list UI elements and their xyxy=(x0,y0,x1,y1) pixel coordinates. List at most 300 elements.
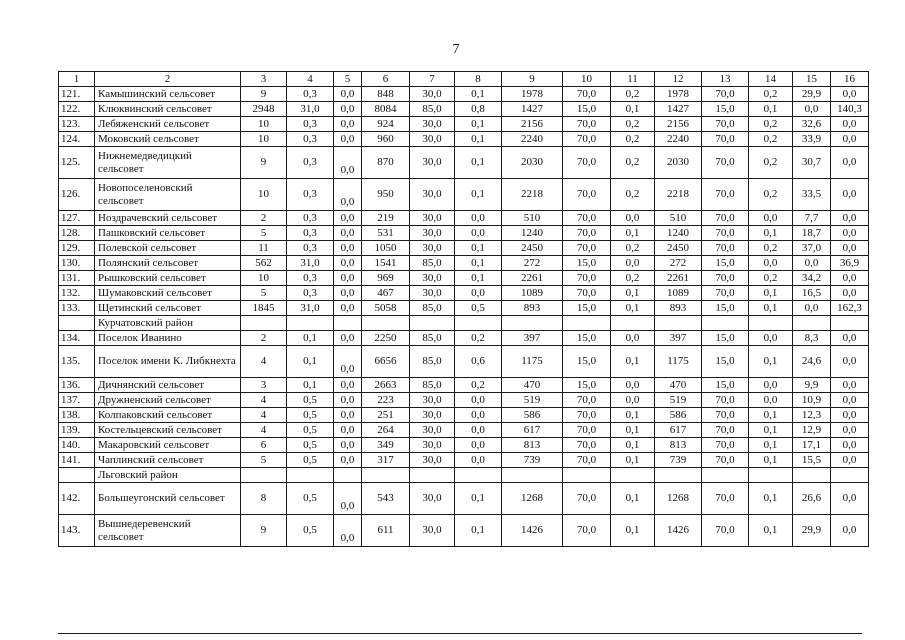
table-cell: 1541 xyxy=(362,256,410,271)
table-row xyxy=(59,102,869,117)
table-cell: 85,0 xyxy=(410,346,455,378)
table-cell: 30,0 xyxy=(410,515,455,547)
table-cell: 70,0 xyxy=(702,438,749,453)
table-cell: 0,0 xyxy=(455,393,502,408)
table-cell: 470 xyxy=(502,378,563,393)
table-cell: 0,0 xyxy=(334,453,362,468)
municipality-name-cell: Нижнемедведицкий сельсовет xyxy=(95,147,241,179)
table-cell: 0,1 xyxy=(455,241,502,256)
table-cell: 70,0 xyxy=(702,393,749,408)
table-cell: 0,0 xyxy=(831,393,869,408)
table-cell: 12,9 xyxy=(793,423,831,438)
table-cell: 70,0 xyxy=(563,226,611,241)
empty-cell xyxy=(749,316,793,331)
table-cell: 397 xyxy=(502,331,563,346)
table-cell: 30,0 xyxy=(410,393,455,408)
table-cell: 0,1 xyxy=(611,423,655,438)
table-cell: 0,3 xyxy=(287,271,334,286)
table-cell: 30,0 xyxy=(410,453,455,468)
empty-cell xyxy=(410,316,455,331)
municipality-name-cell: Ноздрачевский сельсовет xyxy=(95,211,241,226)
header-cell: 8 xyxy=(455,72,502,87)
table-cell: 2240 xyxy=(655,132,702,147)
header-cell: 15 xyxy=(793,72,831,87)
table-cell: 29,9 xyxy=(793,87,831,102)
table-cell: 1050 xyxy=(362,241,410,256)
table-row xyxy=(59,378,869,393)
table-cell: 0,0 xyxy=(334,132,362,147)
row-number-cell: 130. xyxy=(59,256,95,271)
table-cell: 813 xyxy=(655,438,702,453)
empty-cell xyxy=(563,316,611,331)
table-cell: 543 xyxy=(362,483,410,515)
table-cell: 37,0 xyxy=(793,241,831,256)
empty-cell xyxy=(655,316,702,331)
table-cell: 0,0 xyxy=(334,117,362,132)
empty-cell xyxy=(287,316,334,331)
table-cell: 349 xyxy=(362,438,410,453)
table-cell: 30,0 xyxy=(410,271,455,286)
table-cell: 0,0 xyxy=(831,132,869,147)
table-cell: 1175 xyxy=(655,346,702,378)
table-cell: 0,0 xyxy=(334,346,362,378)
table-cell: 1978 xyxy=(502,87,563,102)
table-cell: 0,0 xyxy=(831,423,869,438)
empty-cell xyxy=(334,316,362,331)
row-number-cell: 121. xyxy=(59,87,95,102)
table-cell: 0,0 xyxy=(334,423,362,438)
header-cell: 5 xyxy=(334,72,362,87)
table-cell: 5 xyxy=(241,286,287,301)
table-cell: 2261 xyxy=(655,271,702,286)
row-number-cell: 138. xyxy=(59,408,95,423)
header-cell: 4 xyxy=(287,72,334,87)
table-cell: 0,0 xyxy=(334,393,362,408)
table-cell: 0,0 xyxy=(831,271,869,286)
table-cell: 317 xyxy=(362,453,410,468)
section-row xyxy=(59,468,869,483)
empty-cell xyxy=(831,316,869,331)
empty-cell xyxy=(455,468,502,483)
table-cell: 33,5 xyxy=(793,179,831,211)
table-cell: 0,0 xyxy=(831,331,869,346)
table-cell: 30,0 xyxy=(410,226,455,241)
table-cell: 0,0 xyxy=(334,438,362,453)
empty-cell xyxy=(455,316,502,331)
municipality-name-cell: Дружненский сельсовет xyxy=(95,393,241,408)
municipality-name-cell: Моковский сельсовет xyxy=(95,132,241,147)
table-row xyxy=(59,117,869,132)
table-cell: 10 xyxy=(241,179,287,211)
table-cell: 0,0 xyxy=(831,378,869,393)
table-cell: 586 xyxy=(502,408,563,423)
table-cell: 15,0 xyxy=(702,346,749,378)
table-cell: 0,0 xyxy=(749,211,793,226)
table-cell: 611 xyxy=(362,515,410,547)
table-cell: 30,0 xyxy=(410,438,455,453)
empty-cell xyxy=(502,468,563,483)
table-cell: 70,0 xyxy=(563,393,611,408)
table-cell: 1089 xyxy=(502,286,563,301)
table-cell: 0,1 xyxy=(611,515,655,547)
table-cell: 18,7 xyxy=(793,226,831,241)
row-number-cell: 139. xyxy=(59,423,95,438)
municipality-name-cell: Полянский сельсовет xyxy=(95,256,241,271)
table-cell: 0,0 xyxy=(831,147,869,179)
table-cell: 12,3 xyxy=(793,408,831,423)
row-number-cell: 133. xyxy=(59,301,95,316)
municipality-name-cell: Вышнедеревенский сельсовет xyxy=(95,515,241,547)
row-number-cell: 141. xyxy=(59,453,95,468)
table-cell: 2 xyxy=(241,211,287,226)
table-cell: 0,5 xyxy=(287,483,334,515)
table-cell: 9 xyxy=(241,147,287,179)
table-cell: 0,0 xyxy=(334,286,362,301)
table-cell: 15,0 xyxy=(563,346,611,378)
table-cell: 0,0 xyxy=(831,211,869,226)
table-row xyxy=(59,423,869,438)
row-number-cell: 124. xyxy=(59,132,95,147)
table-cell: 0,5 xyxy=(287,453,334,468)
table-row xyxy=(59,211,869,226)
table-cell: 0,0 xyxy=(334,87,362,102)
section-label: Льговский район xyxy=(95,468,241,483)
table-cell: 0,1 xyxy=(611,483,655,515)
table-cell: 0,0 xyxy=(831,483,869,515)
municipality-name-cell: Поселок имени К. Либкнехта xyxy=(95,346,241,378)
table-cell: 85,0 xyxy=(410,331,455,346)
table-cell: 467 xyxy=(362,286,410,301)
table-cell: 7,7 xyxy=(793,211,831,226)
table-cell: 31,0 xyxy=(287,256,334,271)
table-cell: 70,0 xyxy=(702,179,749,211)
header-cell: 11 xyxy=(611,72,655,87)
table-cell: 0,2 xyxy=(611,147,655,179)
table-cell: 0,0 xyxy=(455,423,502,438)
table-cell: 0,1 xyxy=(611,453,655,468)
table-cell: 30,0 xyxy=(410,132,455,147)
table-cell: 586 xyxy=(655,408,702,423)
table-cell: 519 xyxy=(655,393,702,408)
municipality-name-cell: Лебяженский сельсовет xyxy=(95,117,241,132)
header-cell: 6 xyxy=(362,72,410,87)
table-cell: 848 xyxy=(362,87,410,102)
table-cell: 15,0 xyxy=(702,102,749,117)
header-cell: 14 xyxy=(749,72,793,87)
table-cell: 0,1 xyxy=(455,179,502,211)
table-cell: 969 xyxy=(362,271,410,286)
table-cell: 85,0 xyxy=(410,301,455,316)
table-cell: 0,2 xyxy=(749,241,793,256)
table-row xyxy=(59,301,869,316)
table-cell: 0,0 xyxy=(334,378,362,393)
table-cell: 70,0 xyxy=(563,147,611,179)
table-cell: 1240 xyxy=(655,226,702,241)
municipality-name-cell: Шумаковский сельсовет xyxy=(95,286,241,301)
row-number-cell: 132. xyxy=(59,286,95,301)
table-cell: 2156 xyxy=(655,117,702,132)
table-cell: 16,5 xyxy=(793,286,831,301)
table-cell: 70,0 xyxy=(563,438,611,453)
table-cell: 9 xyxy=(241,515,287,547)
empty-cell xyxy=(611,468,655,483)
table-cell: 223 xyxy=(362,393,410,408)
table-row xyxy=(59,286,869,301)
municipality-name-cell: Костельцевский сельсовет xyxy=(95,423,241,438)
row-number-cell: 122. xyxy=(59,102,95,117)
empty-cell xyxy=(702,468,749,483)
table-cell: 8,3 xyxy=(793,331,831,346)
table-cell: 2030 xyxy=(655,147,702,179)
table-cell: 0,1 xyxy=(287,346,334,378)
municipality-name-cell: Колпаковский сельсовет xyxy=(95,408,241,423)
table-cell: 34,2 xyxy=(793,271,831,286)
table-cell: 813 xyxy=(502,438,563,453)
row-number-cell: 126. xyxy=(59,179,95,211)
table-cell: 70,0 xyxy=(702,226,749,241)
table-cell: 0,1 xyxy=(611,301,655,316)
table-cell: 5 xyxy=(241,453,287,468)
empty-cell xyxy=(241,316,287,331)
table-cell: 0,0 xyxy=(334,102,362,117)
row-number-cell: 125. xyxy=(59,147,95,179)
table-cell: 15,5 xyxy=(793,453,831,468)
table-cell: 0,0 xyxy=(793,256,831,271)
header-cell: 1 xyxy=(59,72,95,87)
municipality-name-cell: Полевской сельсовет xyxy=(95,241,241,256)
table-cell: 272 xyxy=(655,256,702,271)
table-cell: 0,0 xyxy=(334,179,362,211)
table-cell: 9 xyxy=(241,87,287,102)
empty-cell xyxy=(611,316,655,331)
table-row xyxy=(59,453,869,468)
table-cell: 0,1 xyxy=(749,286,793,301)
table-cell: 924 xyxy=(362,117,410,132)
table-cell: 0,1 xyxy=(611,408,655,423)
table-cell: 0,1 xyxy=(749,423,793,438)
table-cell: 0,5 xyxy=(287,438,334,453)
table-cell: 2240 xyxy=(502,132,563,147)
row-number-cell: 142. xyxy=(59,483,95,515)
table-row xyxy=(59,226,869,241)
municipality-name-cell: Большеугонский сельсовет xyxy=(95,483,241,515)
table-cell: 0,0 xyxy=(793,102,831,117)
table-cell: 0,1 xyxy=(749,438,793,453)
header-cell: 13 xyxy=(702,72,749,87)
table-cell: 0,2 xyxy=(611,271,655,286)
table-cell: 0,0 xyxy=(831,241,869,256)
table-cell: 70,0 xyxy=(702,87,749,102)
table-cell: 0,1 xyxy=(455,147,502,179)
table-cell: 0,2 xyxy=(611,132,655,147)
table-cell: 2450 xyxy=(502,241,563,256)
table-cell: 0,0 xyxy=(611,378,655,393)
table-cell: 0,0 xyxy=(334,408,362,423)
table-cell: 70,0 xyxy=(702,147,749,179)
empty-cell xyxy=(749,468,793,483)
empty-cell xyxy=(793,316,831,331)
table-cell: 15,0 xyxy=(563,301,611,316)
row-number-cell: 127. xyxy=(59,211,95,226)
empty-cell xyxy=(831,468,869,483)
table-cell: 0,3 xyxy=(287,179,334,211)
table-cell: 30,0 xyxy=(410,423,455,438)
header-cell: 3 xyxy=(241,72,287,87)
bottom-rule xyxy=(58,633,862,634)
table-row xyxy=(59,408,869,423)
section-number-cell xyxy=(59,316,95,331)
table-cell: 0,2 xyxy=(749,87,793,102)
table-cell: 15,0 xyxy=(563,102,611,117)
table-cell: 0,0 xyxy=(831,87,869,102)
header-cell: 2 xyxy=(95,72,241,87)
table-cell: 0,3 xyxy=(287,87,334,102)
table-cell: 0,1 xyxy=(455,87,502,102)
table-cell: 0,0 xyxy=(749,331,793,346)
table-cell: 70,0 xyxy=(702,453,749,468)
table-cell: 9,9 xyxy=(793,378,831,393)
table-cell: 70,0 xyxy=(563,408,611,423)
table-cell: 0,3 xyxy=(287,211,334,226)
table-cell: 70,0 xyxy=(702,271,749,286)
header-cell: 10 xyxy=(563,72,611,87)
table-cell: 0,1 xyxy=(611,438,655,453)
table-row xyxy=(59,483,869,515)
header-row xyxy=(59,72,869,87)
table-cell: 85,0 xyxy=(410,256,455,271)
table-cell: 739 xyxy=(655,453,702,468)
table-cell: 2 xyxy=(241,331,287,346)
table-cell: 70,0 xyxy=(563,117,611,132)
table-cell: 70,0 xyxy=(563,423,611,438)
table-cell: 1240 xyxy=(502,226,563,241)
empty-cell xyxy=(702,316,749,331)
table-cell: 0,3 xyxy=(287,147,334,179)
table-cell: 0,1 xyxy=(749,346,793,378)
row-number-cell: 135. xyxy=(59,346,95,378)
table-cell: 0,0 xyxy=(749,256,793,271)
empty-cell xyxy=(362,468,410,483)
table-cell: 2030 xyxy=(502,147,563,179)
table-cell: 1268 xyxy=(502,483,563,515)
table-cell: 70,0 xyxy=(702,132,749,147)
municipality-name-cell: Дичнянский сельсовет xyxy=(95,378,241,393)
table-cell: 0,1 xyxy=(611,346,655,378)
table-cell: 30,0 xyxy=(410,117,455,132)
table-cell: 0,3 xyxy=(287,117,334,132)
table-cell: 70,0 xyxy=(702,408,749,423)
table-cell: 70,0 xyxy=(702,286,749,301)
table-cell: 739 xyxy=(502,453,563,468)
table-cell: 0,2 xyxy=(749,147,793,179)
section-row xyxy=(59,316,869,331)
table-cell: 140,3 xyxy=(831,102,869,117)
table-cell: 0,8 xyxy=(455,102,502,117)
empty-cell xyxy=(410,468,455,483)
table-cell: 0,5 xyxy=(287,423,334,438)
table-cell: 0,1 xyxy=(455,117,502,132)
table-cell: 0,0 xyxy=(611,393,655,408)
row-number-cell: 143. xyxy=(59,515,95,547)
table-cell: 1089 xyxy=(655,286,702,301)
table-cell: 0,0 xyxy=(831,286,869,301)
table-cell: 1427 xyxy=(502,102,563,117)
table-cell: 0,0 xyxy=(831,515,869,547)
table-cell: 30,0 xyxy=(410,483,455,515)
table-cell: 0,0 xyxy=(831,453,869,468)
table-cell: 2663 xyxy=(362,378,410,393)
table-cell: 15,0 xyxy=(702,256,749,271)
table-cell: 30,7 xyxy=(793,147,831,179)
table-cell: 10,9 xyxy=(793,393,831,408)
table-cell: 519 xyxy=(502,393,563,408)
table-cell: 0,2 xyxy=(611,117,655,132)
table-cell: 11 xyxy=(241,241,287,256)
table-cell: 0,3 xyxy=(287,241,334,256)
municipality-name-cell: Поселок Иванино xyxy=(95,331,241,346)
table-cell: 0,0 xyxy=(611,256,655,271)
table-cell: 0,0 xyxy=(831,408,869,423)
table-row xyxy=(59,515,869,547)
table-cell: 6 xyxy=(241,438,287,453)
table-cell: 0,0 xyxy=(455,226,502,241)
table-cell: 0,0 xyxy=(831,226,869,241)
table-cell: 0,0 xyxy=(334,271,362,286)
table-cell: 10 xyxy=(241,117,287,132)
table-cell: 0,2 xyxy=(611,87,655,102)
table-cell: 70,0 xyxy=(702,423,749,438)
municipality-name-cell: Клюквинский сельсовет xyxy=(95,102,241,117)
table-cell: 0,1 xyxy=(749,301,793,316)
table-cell: 70,0 xyxy=(563,286,611,301)
table-cell: 15,0 xyxy=(702,301,749,316)
table-cell: 0,5 xyxy=(455,301,502,316)
table-cell: 0,3 xyxy=(287,286,334,301)
table-cell: 70,0 xyxy=(702,241,749,256)
table-cell: 562 xyxy=(241,256,287,271)
table-cell: 0,3 xyxy=(287,226,334,241)
table-cell: 960 xyxy=(362,132,410,147)
table-cell: 0,5 xyxy=(287,393,334,408)
table-cell: 617 xyxy=(502,423,563,438)
table-cell: 70,0 xyxy=(563,132,611,147)
table-row xyxy=(59,241,869,256)
table-cell: 219 xyxy=(362,211,410,226)
municipality-name-cell: Камышинский сельсовет xyxy=(95,87,241,102)
table-cell: 510 xyxy=(502,211,563,226)
table-cell: 2261 xyxy=(502,271,563,286)
table-cell: 6656 xyxy=(362,346,410,378)
table-cell: 15,0 xyxy=(702,331,749,346)
table-cell: 2948 xyxy=(241,102,287,117)
table-cell: 70,0 xyxy=(563,211,611,226)
table-cell: 0,0 xyxy=(334,147,362,179)
table-cell: 70,0 xyxy=(702,515,749,547)
table-cell: 70,0 xyxy=(563,179,611,211)
table-cell: 4 xyxy=(241,346,287,378)
table-cell: 70,0 xyxy=(563,271,611,286)
table-cell: 0,0 xyxy=(334,241,362,256)
table-cell: 70,0 xyxy=(563,87,611,102)
table-cell: 85,0 xyxy=(410,378,455,393)
municipality-name-cell: Новопоселеновский сельсовет xyxy=(95,179,241,211)
table-row xyxy=(59,132,869,147)
table-cell: 0,0 xyxy=(611,331,655,346)
table-cell: 30,0 xyxy=(410,211,455,226)
table-cell: 0,0 xyxy=(611,211,655,226)
table-cell: 893 xyxy=(655,301,702,316)
table-cell: 0,2 xyxy=(749,179,793,211)
